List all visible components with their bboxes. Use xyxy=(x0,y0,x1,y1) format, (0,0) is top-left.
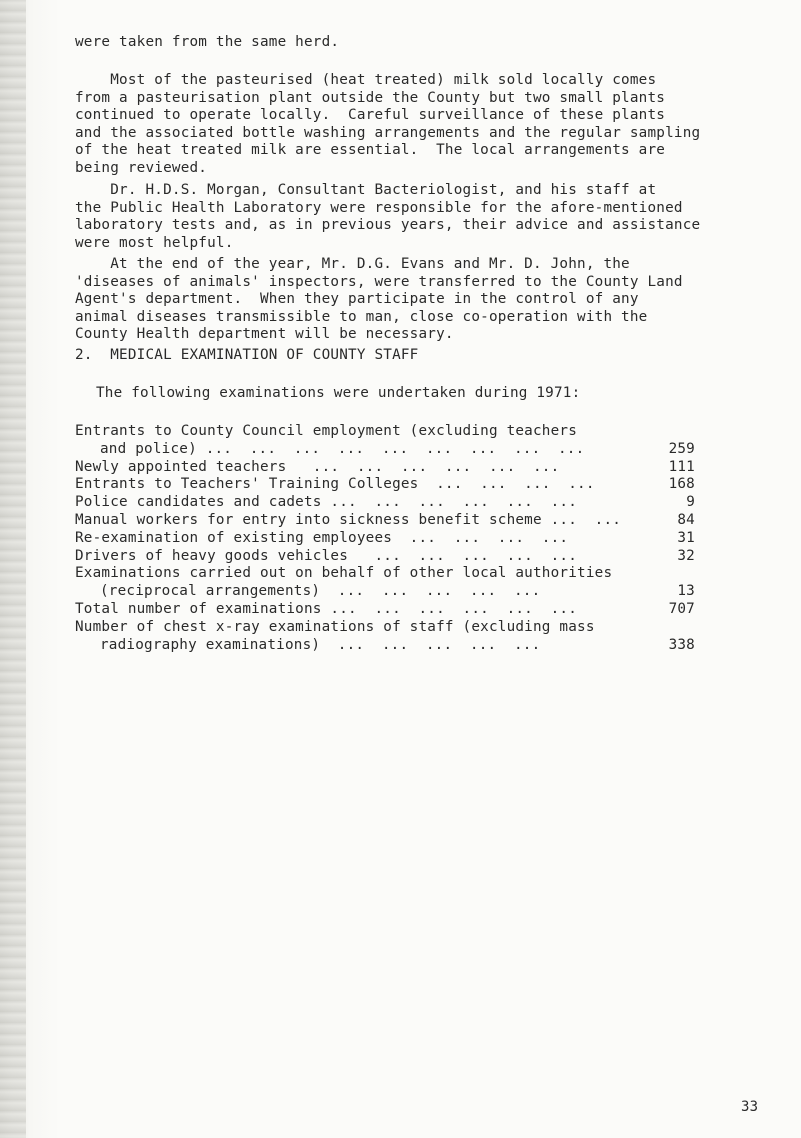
row-label-continued: and police) ... ... ... ... ... ... ... ... ... xyxy=(100,440,585,457)
table-row xyxy=(75,441,695,459)
row-value: 111 xyxy=(668,458,695,475)
table-row-total xyxy=(75,601,695,619)
row-label-continued: (reciprocal arrangements) ... ... ... ... ... xyxy=(100,583,541,600)
row-label-continued: radiography examinations) ... ... ... ... ... xyxy=(100,636,541,653)
row-value: 707 xyxy=(668,600,695,617)
table-row xyxy=(75,565,695,583)
row-label: Number of chest x-ray examinations of staff (excluding mass xyxy=(75,618,595,635)
table-row xyxy=(75,476,695,494)
paragraph-inspectors: At the end of the year, Mr. D.G. Evans and Mr. D. John, the 'diseases of animals' inspectors, were transferred to the County Land Agent's department. When they participate in the control of any animal diseases transmissible to man, close co-operation with the County Health department will be necessary. xyxy=(75,256,683,343)
row-value: 32 xyxy=(677,547,695,564)
paragraph-pasteurised-milk: Most of the pasteurised (heat treated) milk sold locally comes from a pasteurisation plant outside the County but two small plants continued to operate locally. Careful surveillance of these plants and the associated bottle washing arrangements and the regular sampling of the heat treated milk are essential. The local arrangements are being reviewed. xyxy=(75,72,701,176)
table-row xyxy=(75,530,695,548)
row-label: Re-examination of existing employees ... ... ... ... xyxy=(75,529,569,546)
paragraph-laboratory: Dr. H.D.S. Morgan, Consultant Bacteriologist, and his staff at the Public Health Laboratory were responsible for the afore-mentioned laboratory tests and, as in previous years, their advice and assistance were most helpful. xyxy=(75,182,701,251)
row-label: Entrants to Teachers' Training Colleges ... ... ... ... xyxy=(75,476,595,493)
table-row xyxy=(75,459,695,477)
examinations-table xyxy=(75,423,695,654)
table-row xyxy=(75,637,695,655)
row-label: Drivers of heavy goods vehicles ... ... ... ... ... xyxy=(75,547,578,564)
section-intro: The following examinations were undertaken during 1971: xyxy=(96,385,581,401)
table-row xyxy=(75,583,695,601)
table-row xyxy=(75,548,695,566)
row-label: Newly appointed teachers ... ... ... ... ... ... xyxy=(75,458,560,475)
row-value: 31 xyxy=(677,529,695,546)
row-value: 13 xyxy=(677,583,695,600)
row-value: 338 xyxy=(668,636,695,653)
row-value: 9 xyxy=(686,494,695,511)
row-label: Total number of examinations ... ... ... ... ... ... xyxy=(75,600,578,617)
table-row xyxy=(75,619,695,637)
row-label: Examinations carried out on behalf of other local authorities xyxy=(75,565,613,582)
row-label: Manual workers for entry into sickness benefit scheme ... ... xyxy=(75,511,622,528)
table-row xyxy=(75,494,695,512)
binding-edge-shadow xyxy=(0,0,26,1138)
section-heading: 2. MEDICAL EXAMINATION OF COUNTY STAFF xyxy=(75,347,419,363)
paragraph-herd: were taken from the same herd. xyxy=(75,34,340,50)
row-value: 259 xyxy=(668,440,695,457)
row-value: 168 xyxy=(668,476,695,493)
row-label: Entrants to County Council employment (excluding teachers xyxy=(75,423,578,439)
page-number: 33 xyxy=(741,1099,759,1115)
row-label: Police candidates and cadets ... ... ... ... ... ... xyxy=(75,494,578,511)
row-value: 84 xyxy=(677,511,695,528)
table-row xyxy=(75,512,695,530)
table-row xyxy=(75,423,695,441)
